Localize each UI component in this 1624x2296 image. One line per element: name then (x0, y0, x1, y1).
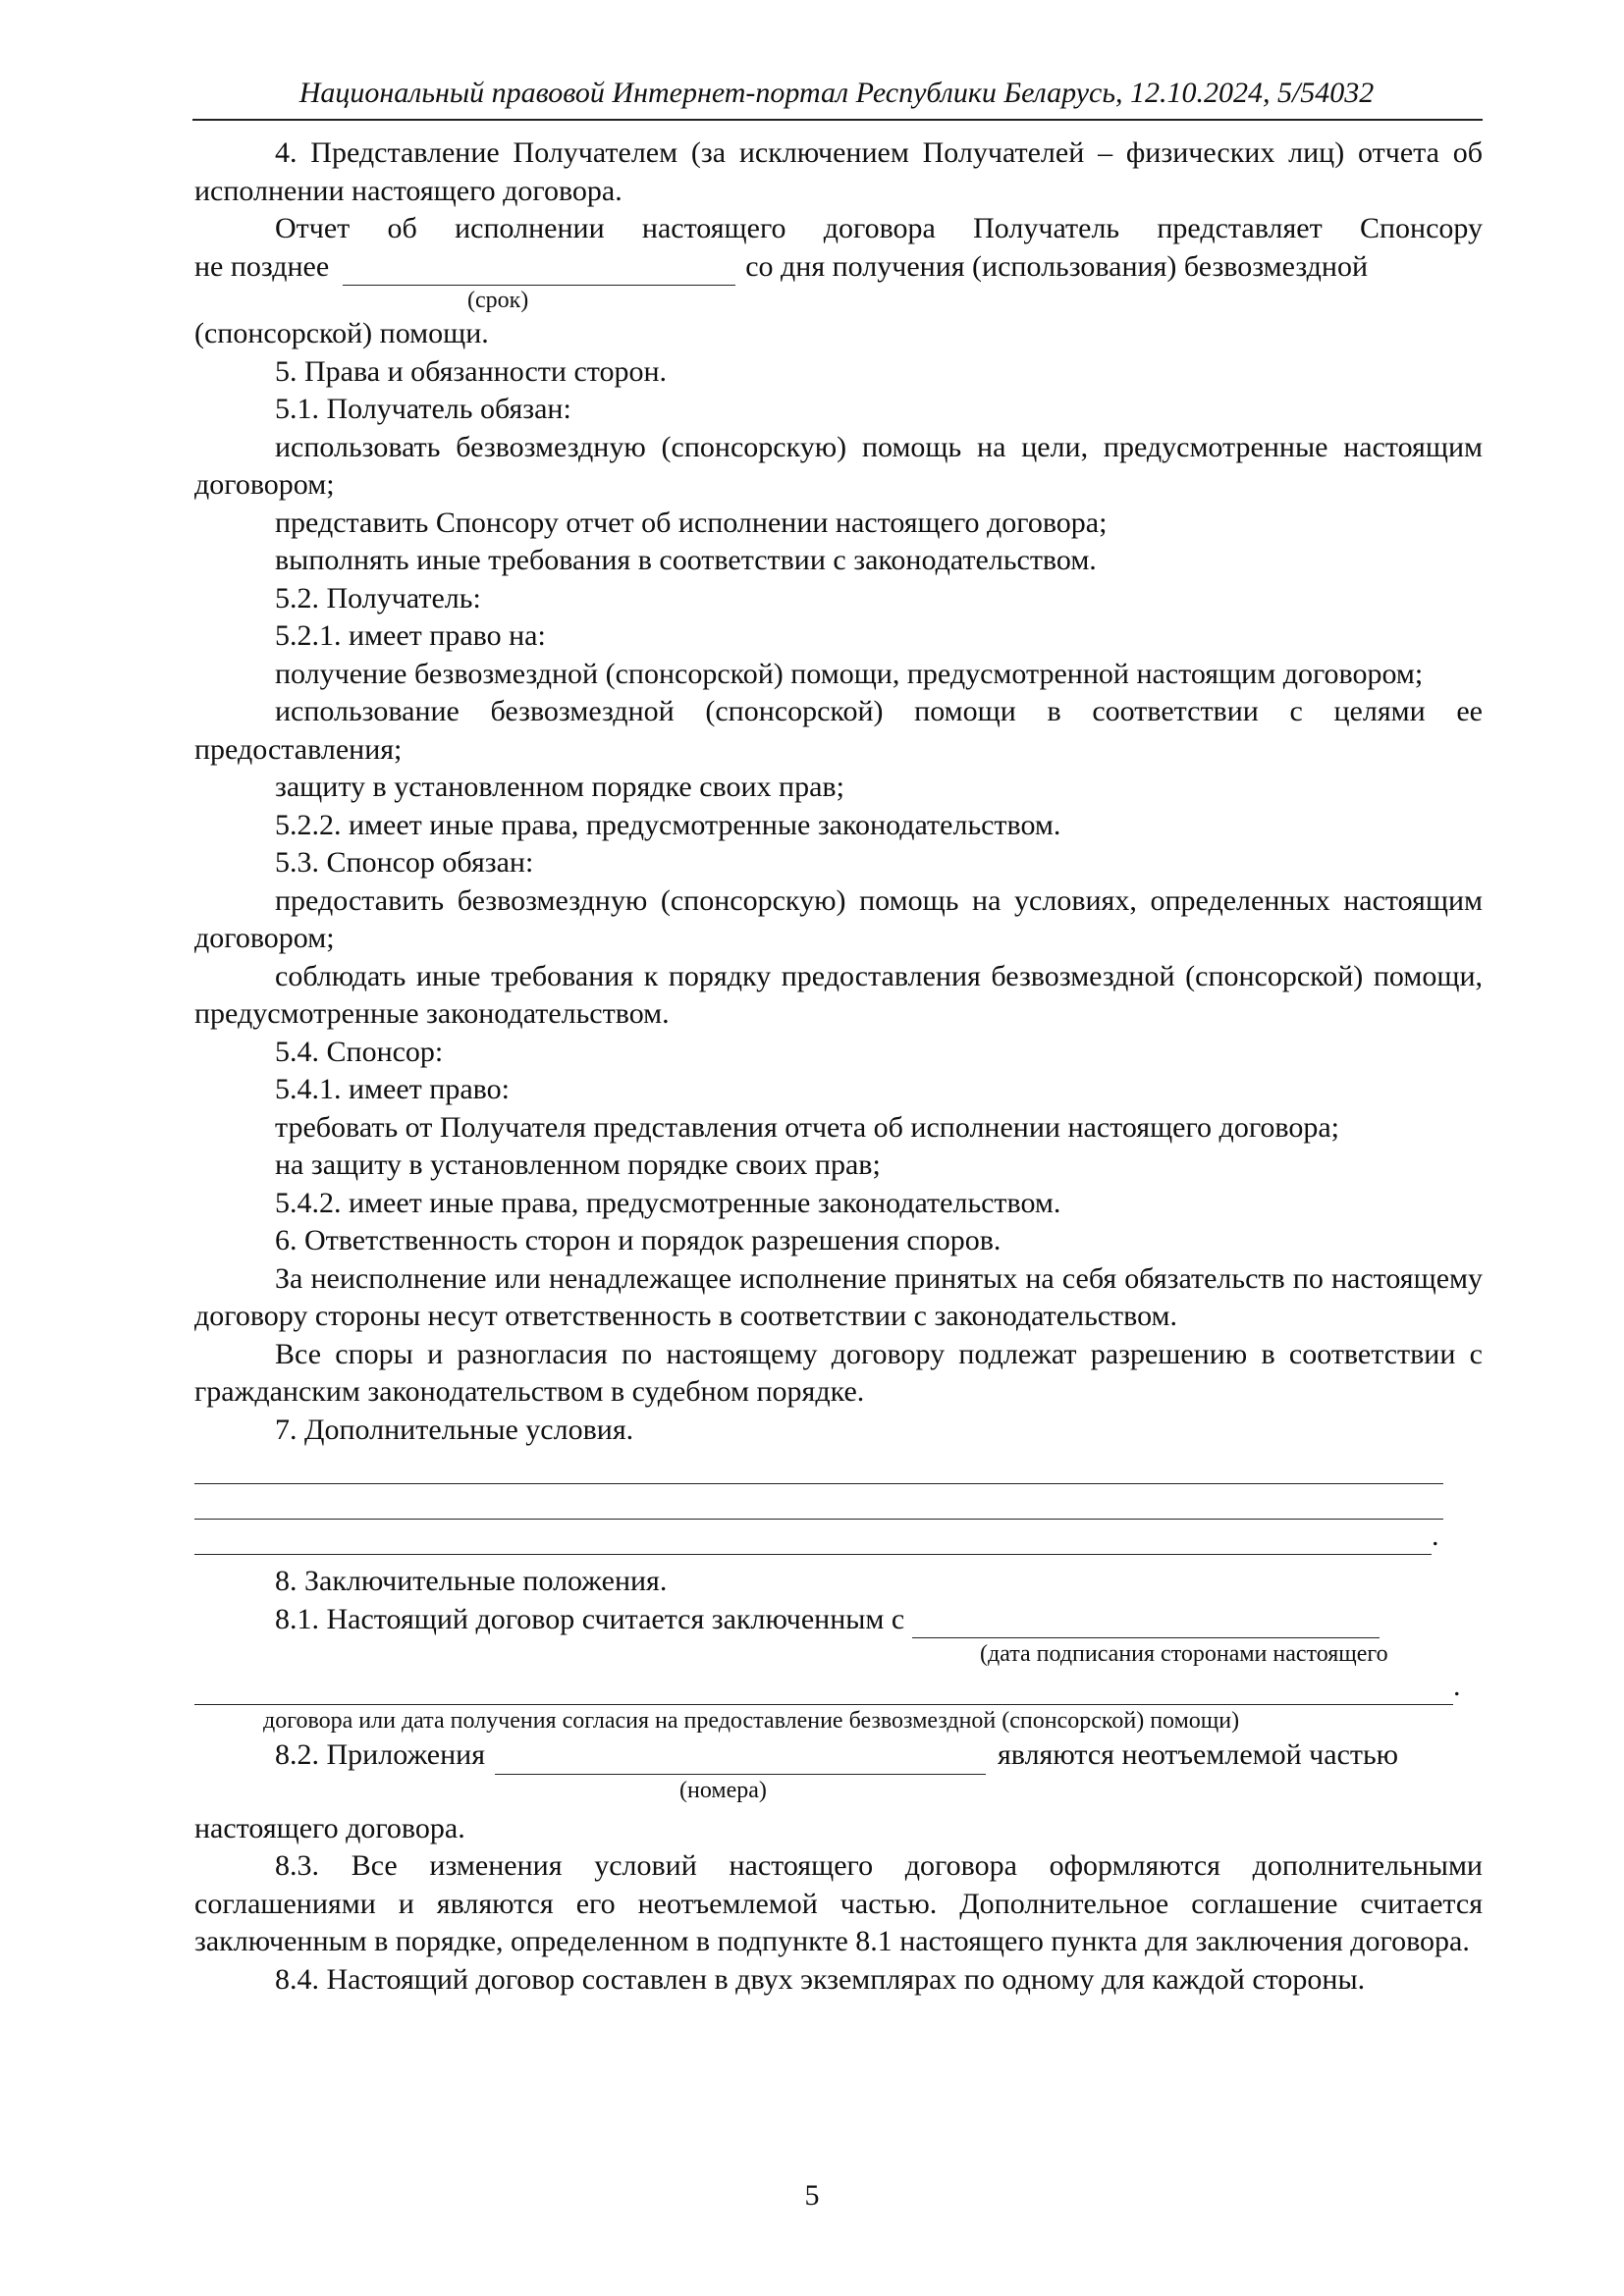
clause-5-2-2: 5.2.2. имеет иные права, предусмотренные законодательством. (275, 808, 1061, 841)
clause-5-2-1-item-3: защиту в установленном порядке своих прав; (275, 771, 844, 803)
clause-5-4-2: 5.4.2. имеет иные права, предусмотренные законодательством. (275, 1186, 1061, 1219)
conclusion-date-hint-1: (дата подписания сторонами настоящего (980, 1641, 1388, 1667)
header-divider (192, 119, 1483, 121)
clause-8-1-hint-row-2 (194, 1705, 1483, 1736)
clause-8-2-label: 8.2. Приложения (275, 1738, 485, 1771)
clause-8-3: 8.3. Все изменения условий настоящего договора оформляются дополнительными соглашениями и являются его неотъемлемой частью. Дополнительное соглашение считается заключенным в порядке, определенном в подпункте 8.1 настоящего пункта для заключения договора. (194, 1849, 1483, 1957)
section-6-title: 6. Ответственность сторон и порядок разрешения споров. (275, 1224, 1001, 1256)
additional-terms-line-3[interactable] (194, 1526, 1432, 1555)
clause-5-2-1: 5.2.1. имеет право на: (275, 619, 546, 652)
clause-8-2-suffix: являются неотъемлемой частью (998, 1738, 1399, 1771)
clause-5-2: 5.2. Получатель: (275, 581, 481, 614)
portal-header: Национальный правовой Интернет-портал Республики Беларусь, 12.10.2024, 5/54032 (298, 77, 1375, 109)
clause-5-4-1-item-2: на защиту в установленном порядке своих прав; (275, 1148, 881, 1181)
clause-5-1-item-1: использовать безвозмездную (спонсорскую) помощь на цели, предусмотренные настоящим договором; (194, 430, 1483, 501)
conclusion-date-blank[interactable] (912, 1610, 1380, 1638)
liability-paragraph: За неисполнение или ненадлежащее исполнение принятых на себя обязательств по настоящему договору стороны несут ответственность в соответствии с законодательством. (194, 1261, 1483, 1332)
report-deadline-hint-row (194, 286, 1483, 315)
section-7-title: 7. Дополнительные условия. (275, 1413, 634, 1446)
clause-8-4: 8.4. Настоящий договор составлен в двух экземплярах по одному для каждой стороны. (275, 1962, 1366, 1996)
clause-5-1-item-2: представить Спонсору отчет об исполнении настоящего договора; (275, 506, 1108, 539)
additional-terms-line-1[interactable] (194, 1449, 1443, 1484)
clause-8-1-second-row (194, 1670, 1483, 1705)
section-4-title: 4. Представление Получателем (за исключением Получателей – физических лиц) отчета об исполнении настоящего договора. (194, 136, 1483, 207)
additional-terms-line-2[interactable] (194, 1484, 1443, 1520)
clause-5-1: 5.1. Получатель обязан: (275, 393, 571, 425)
clause-5-2-1-item-2: использование безвозмездной (спонсорской) помощи в соответствии с целями ее предоставления; (194, 695, 1483, 766)
clause-8-1-row (194, 1601, 1483, 1639)
section-8-title: 8. Заключительные положения. (275, 1565, 668, 1597)
clause-8-1: 8.1. Настоящий договор считается заключенным с (275, 1602, 905, 1635)
report-paragraph-line-1: Отчет об исполнении настоящего договора Получатель представляет Спонсору (275, 212, 1483, 244)
clause-5-4: 5.4. Спонсор: (275, 1035, 444, 1068)
report-deadline-label: не позднее (194, 249, 330, 283)
additional-terms-line-3-row (194, 1520, 1483, 1555)
clause-5-4-1: 5.4.1. имеет право: (275, 1073, 510, 1105)
clause-8-1-end: . (1453, 1669, 1461, 1702)
clause-8-2-end: настоящего договора. (194, 1811, 465, 1844)
report-deadline-row (194, 248, 1483, 287)
clause-5-3-item-1: предоставить безвозмездную (спонсорскую) помощь на условиях, определенных настоящим договором; (194, 883, 1483, 954)
report-deadline-suffix: со дня получения (использования) безвозмездной (745, 249, 1369, 283)
conclusion-date-blank-2[interactable] (194, 1677, 1453, 1705)
page-number: 5 (804, 2179, 820, 2212)
report-deadline-hint: (срок) (467, 288, 529, 313)
report-paragraph-line-3: (спонсорской) помощи. (194, 317, 489, 349)
clause-5-3: 5.3. Спонсор обязан: (275, 846, 534, 879)
appendix-numbers-hint: (номера) (679, 1777, 767, 1803)
disputes-paragraph: Все споры и разногласия по настоящему договору подлежат разрешению в соответствии с гражданским законодательством в судебном порядке. (194, 1337, 1483, 1408)
conclusion-date-hint-2: договора или дата получения согласия на предоставление безвозмездной (спонсорской) помощи) (263, 1708, 1240, 1734)
clause-5-1-item-3: выполнять иные требования в соответствии с законодательством. (275, 544, 1097, 576)
clause-8-1-hint-row (194, 1638, 1483, 1670)
clause-5-3-item-2: соблюдать иные требования к порядку предоставления безвозмездной (спонсорской) помощи, предусмотренные законодательством. (194, 959, 1483, 1030)
clause-5-4-1-item-1: требовать от Получателя представления отчета об исполнении настоящего договора; (275, 1110, 1339, 1144)
document-body (194, 134, 1483, 1999)
report-deadline-blank[interactable] (343, 257, 735, 286)
appendix-numbers-blank[interactable] (495, 1746, 986, 1775)
clause-8-2-row (194, 1736, 1483, 1775)
clause-8-2-hint-row (194, 1775, 1483, 1806)
additional-terms-end: . (1432, 1519, 1439, 1552)
clause-5-2-1-item-1: получение безвозмездной (спонсорской) помощи, предусмотренной настоящим договором; (275, 657, 1424, 690)
section-5-title: 5. Права и обязанности сторон. (275, 354, 668, 388)
